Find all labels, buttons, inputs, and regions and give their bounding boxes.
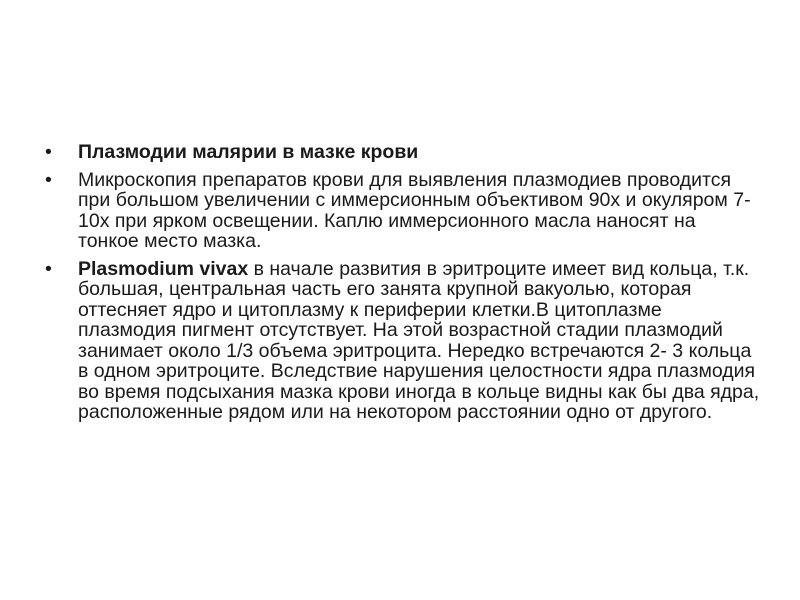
bullet-marker: • [45,141,52,163]
bullet-marker: • [45,257,52,280]
bullet-item-title [45,142,760,163]
bullet-marker: • [45,168,52,191]
bullet-vivax-text: в начале развития в эритроците имеет вид кольца, т.к. большая, центральная часть его занята крупной вакуолью, которая оттесняет ядро и цитоплазму к периферии клетки.В цитоплазме плазмодия пигмент отсутствует. На этой возрастной стадии плазмодий занимает около 1/3 объема эритроцита. Нередко встречаются 2- 3 кольца в одном эритроците. Вследствие нарушения целостности ядра плазмодия во время подсыхания мазка крови иногда в кольце видны как бы два ядра, расположенные рядом или на некотором расстоянии одно от другого. [78,257,760,423]
bullet-vivax-term: Plasmodium vivax [78,257,249,280]
bullet-microscopy-text: Микроскопия препаратов крови для выявления плазмодиев проводится при большом увеличении с иммерсионным объективом 90х и окуляром 7-10х при ярком освещении. Каплю иммерсионного масла наносят на тонкое место мазка. [78,168,751,252]
bullet-list [45,142,760,430]
bullet-item-microscopy [45,170,760,252]
bullet-title-text: Плазмодии малярии в мазке крови [78,141,419,163]
bullet-item-vivax [45,259,760,423]
